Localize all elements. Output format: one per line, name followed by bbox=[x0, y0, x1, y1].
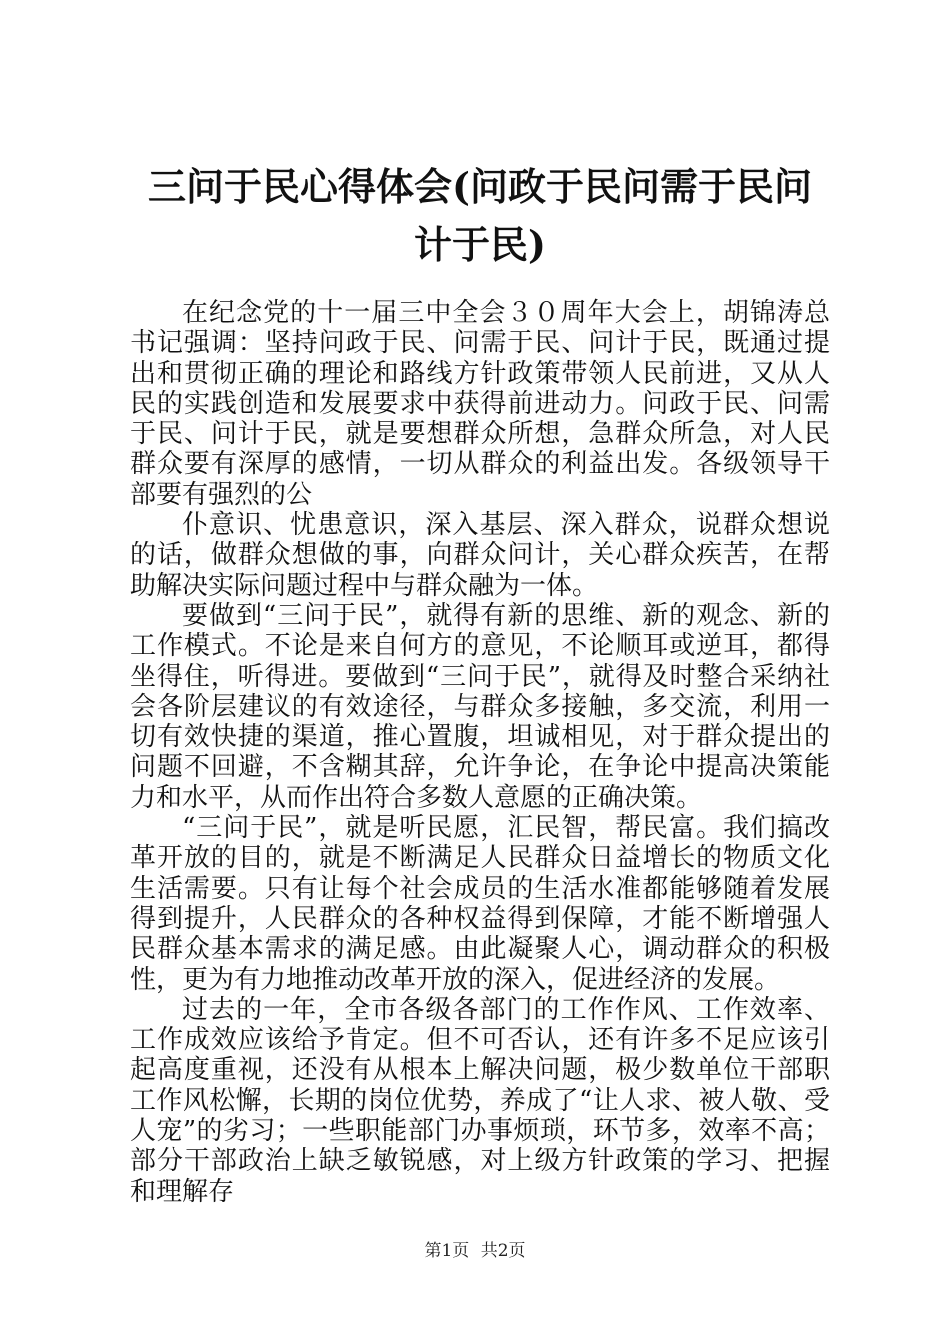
document-body bbox=[130, 298, 830, 1207]
current-page-number: 第1页 bbox=[424, 1241, 470, 1261]
page-footer bbox=[0, 1240, 950, 1262]
total-page-count: 共2页 bbox=[480, 1241, 526, 1261]
document-title: 三问于民心得体会(问政于民问需于民问计于民) bbox=[148, 164, 812, 267]
paragraph-3: 要做到“三问于民”，就得有新的思维、新的观念、新的工作模式。不论是来自何方的意见，不论顺耳或逆耳，都得坐得住，听得进。要做到“三问于民”，就得及时整合采纳社会各阶层建议的有效途径，与群众多接触，多交流，利用一切有效快捷的渠道，推心置腹，坦诚相见，对于群众提出的问题不回避，不含糊其辞，允许争论，在争论中提高决策能力和水平，从而作出符合多数人意愿的正确决策。 bbox=[130, 600, 830, 813]
paragraph-5: 过去的一年，全市各级各部门的工作作风、工作效率、工作成效应该给予肯定。但不可否认，还有许多不足应该引起高度重视，还没有从根本上解决问题，极少数单位干部职工作风松懈，长期的岗位优势，养成了“让人求、被人敬、受人宠”的劣习；一些职能部门办事烦琐，环节多，效率不高；部分干部政治上缺乏敏锐感，对上级方针政策的学习、把握和理解存 bbox=[130, 994, 830, 1207]
paragraph-1: 在纪念党的十一届三中全会３０周年大会上，胡锦涛总书记强调：坚持问政于民、问需于民、问计于民，既通过提出和贯彻正确的理论和路线方针政策带领人民前进，又从人民的实践创造和发展要求中获得前进动力。问政于民、问需于民、问计于民，就是要想群众所想，急群众所急，对人民群众要有深厚的感情，一切从群众的利益出发。各级领导干部要有强烈的公 bbox=[130, 298, 830, 510]
paragraph-2: 仆意识、忧患意识，深入基层、深入群众，说群众想说的话，做群众想做的事，向群众问计，关心群众疾苦，在帮助解决实际问题过程中与群众融为一体。 bbox=[130, 510, 830, 601]
paragraph-4: “三问于民”，就是听民愿，汇民智，帮民富。我们搞改革开放的目的，就是不断满足人民群众日益增长的物质文化生活需要。只有让每个社会成员的生活水准都能够随着发展得到提升，人民群众的各种权益得到保障，才能不断增强人民群众基本需求的满足感。由此凝聚人心，调动群众的积极性，更为有力地推动改革开放的深入，促进经济的发展。 bbox=[130, 813, 830, 995]
